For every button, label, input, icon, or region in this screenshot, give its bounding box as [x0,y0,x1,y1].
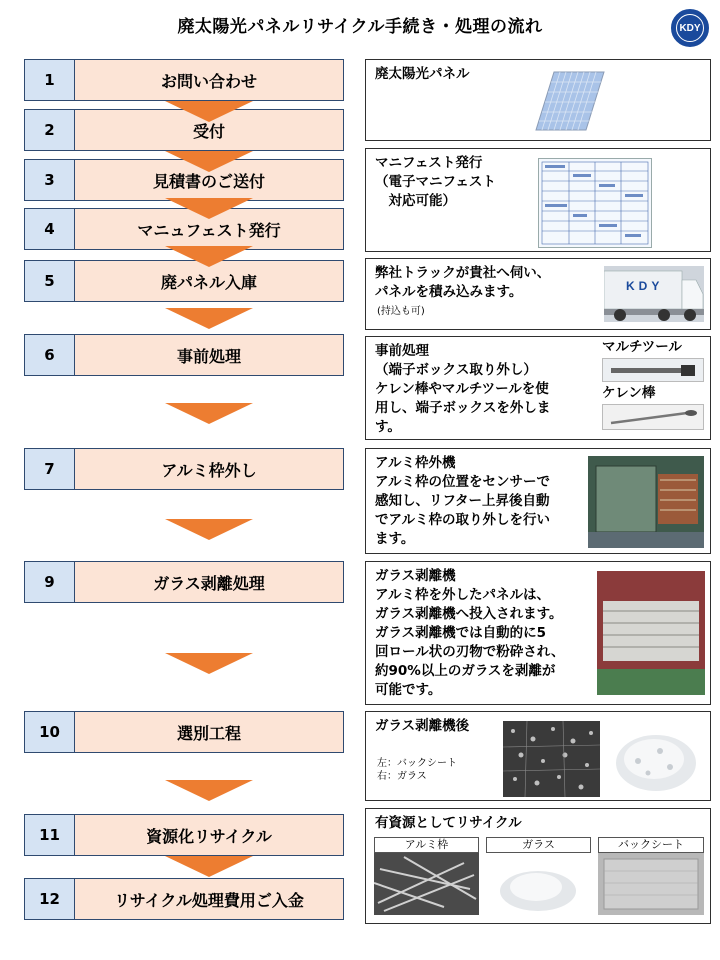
panel-note: 左：バックシート 右：ガラス [377,758,457,782]
panel-preprocess [365,336,711,440]
panel-text: ガラス剥離機後 [375,718,470,734]
panel-manifest [365,148,711,252]
flow-arrow [165,198,253,219]
panel-solar [365,59,711,141]
step-label: 廃パネル入庫 [75,260,344,302]
flow-arrow [165,653,253,674]
step-label: アルミ枠外し [75,448,344,490]
panel-glass [365,561,711,705]
step-label: 選別工程 [75,711,344,753]
step-label: お問い合わせ [75,59,344,101]
flow-arrow [165,856,253,877]
step-label: 見積書のご送付 [75,159,344,201]
flow-arrow [165,101,253,122]
step-label: 受付 [75,109,344,151]
panel-recycle [365,808,711,924]
step-number: 2 [24,109,75,151]
panel-text: アルミ枠外機 アルミ枠の位置をセンサーで 感知し、リフター上昇後自動 でアルミ枠の取り外しを行い ます。 [375,455,550,547]
panel-text: 弊社トラックが貴社へ伺い、 パネルを積み込みます。 [375,265,551,300]
recycle-caption-aluminium: アルミ枠 [374,837,479,853]
glass-machine-image [597,571,705,695]
panel-text: 有資源としてリサイクル [375,815,522,831]
step-number: 3 [24,159,75,201]
aluminium-machine-image [588,456,704,548]
tool-label-keren: ケレン棒 [602,385,656,401]
kdy-logo-text: KDY [676,14,704,42]
flow-arrow [165,308,253,329]
keren-bar-image [602,404,704,430]
truck-image [604,266,704,322]
step-number: 10 [24,711,75,753]
flow-arrow [165,246,253,267]
page-title: 廃太陽光パネルリサイクル手続き・処理の流れ [177,17,543,37]
step-label: 資源化リサイクル [75,814,344,856]
step-number: 4 [24,208,75,250]
flow-arrow [165,519,253,540]
panel-truck [365,258,711,330]
recycle-caption-backsheet: バックシート [598,837,704,853]
multitool-image [602,358,704,382]
step-number: 9 [24,561,75,603]
step-number: 1 [24,59,75,101]
kdy-logo [671,9,709,47]
step-number: 7 [24,448,75,490]
step-number: 12 [24,878,75,920]
panel-text: 廃太陽光パネル [375,66,470,82]
step-label: 事前処理 [75,334,344,376]
tool-label-multitool: マルチツール [602,339,682,355]
step-number: 11 [24,814,75,856]
panel-sorting [365,711,711,801]
backsheet-recycle-image [598,853,704,915]
panel-text: マニフェスト発行 （電子マニフェスト 対応可能） [375,155,496,209]
step-number: 6 [24,334,75,376]
step-label: マニュフェスト発行 [75,208,344,250]
step-number: 5 [24,260,75,302]
panel-text: ガラス剥離機 アルミ枠を外したパネルは、 ガラス剥離機へ投入されます。 ガラス剥離機では自動的に5 回ロール状の刃物で粉砕され、 約90%以上のガラスを剥離が 可能です。 [375,568,565,698]
panel-text: 事前処理 （端子ボックス取り外し） ケレン棒やマルチツールを使 用し、端子ボックスを外しま す。 [375,343,551,435]
step-label: ガラス剥離処理 [75,561,344,603]
flow-arrow [165,403,253,424]
panel-aluminium [365,448,711,554]
panel-note: (持込も可) [377,306,425,317]
flow-arrow [165,780,253,801]
aluminium-scrap-image [374,853,479,915]
backsheet-image [503,721,600,797]
truck-logo: KDY [626,279,664,293]
glass-recycle-image [486,853,591,915]
manifest-document-image [538,158,652,248]
step-label: リサイクル処理費用ご入金 [75,878,344,920]
solar-panel-image [534,68,606,134]
glass-cullet-image [608,721,704,797]
flow-arrow [165,151,253,172]
recycle-caption-glass: ガラス [486,837,591,853]
